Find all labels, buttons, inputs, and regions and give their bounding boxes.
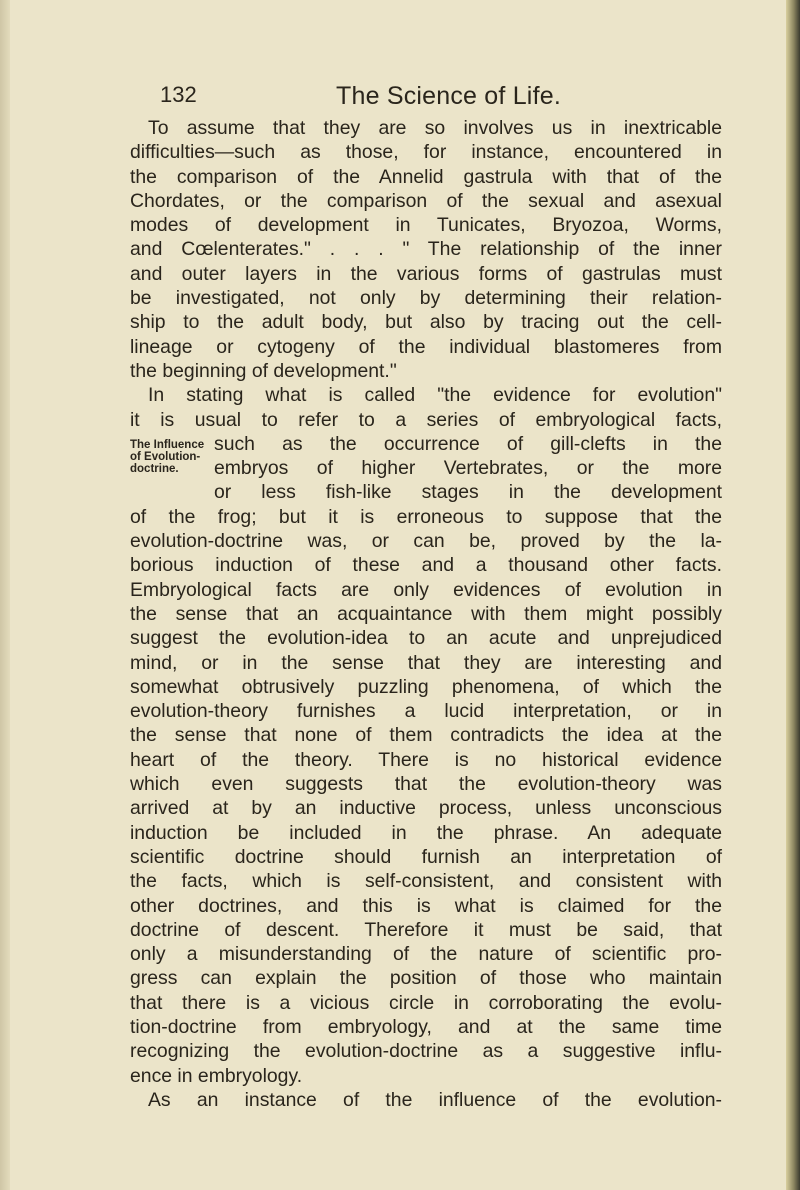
marginal-note-line: doctrine. — [130, 463, 179, 476]
marginal-note-line: of Evolution- — [130, 451, 201, 464]
text-line: difficulties—such as those, for instance, encountered in — [130, 141, 722, 164]
text-line: evolution-doctrine was, or can be, proved by the la- — [130, 530, 722, 553]
text-line: modes of development in Tunicates, Bryozoa, Worms, — [130, 214, 722, 237]
running-title: The Science of Life. — [336, 82, 561, 110]
text-line: Chordates, or the comparison of the sexual and asexual — [130, 189, 722, 212]
text-line: arrived at by an inductive process, unless unconscious — [130, 797, 722, 820]
text-line: induction be included in the phrase. An adequate — [130, 821, 722, 844]
body-text — [130, 116, 722, 1112]
text-line: which even suggests that the evolution-theory was — [130, 773, 722, 796]
text-line: Embryological facts are only evidences of evolution in — [130, 578, 722, 601]
text-line: suggest the evolution-idea to an acute and unprejudiced — [130, 627, 722, 650]
text-line: the comparison of the Annelid gastrula with that of the — [130, 165, 722, 188]
text-line: that there is a vicious circle in corroborating the evolu- — [130, 991, 722, 1014]
text-line: and Cœlenterates." . . . " The relationship of the inner — [130, 238, 722, 261]
text-line: In stating what is called "the evidence for evolution" — [148, 384, 722, 407]
text-line: mind, or in the sense that they are interesting and — [130, 651, 722, 674]
text-line: or less fish-like stages in the development — [214, 481, 722, 504]
text-line: be investigated, not only by determining their relation- — [130, 287, 722, 310]
text-line: embryos of higher Vertebrates, or the more — [214, 457, 722, 480]
marginal-note-section — [130, 432, 722, 505]
text-line: the facts, which is self-consistent, and consistent with — [130, 870, 722, 893]
text-line: the sense that none of them contradicts the idea at the — [130, 724, 722, 747]
text-line: other doctrines, and this is what is claimed for the — [130, 894, 722, 917]
text-line: doctrine of descent. Therefore it must be said, that — [130, 918, 722, 941]
text-line: tion-doctrine from embryology, and at the same time — [130, 1015, 722, 1038]
indented-lines — [214, 432, 722, 505]
text-line: the sense that an acquaintance with them might possibly — [130, 602, 722, 625]
text-line: lineage or cytogeny of the individual blastomeres from — [130, 335, 722, 358]
text-line: it is usual to refer to a series of embryological facts, — [130, 408, 722, 431]
text-line: gress can explain the position of those who maintain — [130, 967, 722, 990]
text-line: As an instance of the influence of the evolution- — [148, 1088, 722, 1111]
text-line: ship to the adult body, but also by tracing out the cell- — [130, 311, 722, 334]
text-line: somewhat obtrusively puzzling phenomena, of which the — [130, 675, 722, 698]
text-line: and outer layers in the various forms of gastrulas must — [130, 262, 722, 285]
text-line: recognizing the evolution-doctrine as a suggestive influ- — [130, 1040, 722, 1063]
text-line: To assume that they are so involves us in inextricable — [148, 117, 722, 139]
text-line: of the frog; but it is erroneous to suppose that the — [130, 505, 722, 528]
page-number: 132 — [160, 82, 197, 107]
marginal-note-line: The Influence — [130, 438, 205, 451]
text-line: heart of the theory. There is no historical evidence — [130, 748, 722, 771]
text-line: such as the occurrence of gill-clefts in the — [214, 432, 722, 455]
page-edge-shadow — [786, 0, 800, 1190]
text-line: scientific doctrine should furnish an interpretation of — [130, 845, 722, 868]
text-line: only a misunderstanding of the nature of scientific pro- — [130, 943, 722, 966]
text-line: ence in embryology. — [130, 1064, 303, 1087]
page-header — [0, 82, 800, 112]
text-line: evolution-theory furnishes a lucid interpretation, or in — [130, 700, 722, 723]
text-line: borious induction of these and a thousand other facts. — [130, 554, 722, 577]
text-line: the beginning of development." — [130, 359, 397, 382]
page-binding-edge — [0, 0, 10, 1190]
marginal-note — [130, 432, 214, 505]
